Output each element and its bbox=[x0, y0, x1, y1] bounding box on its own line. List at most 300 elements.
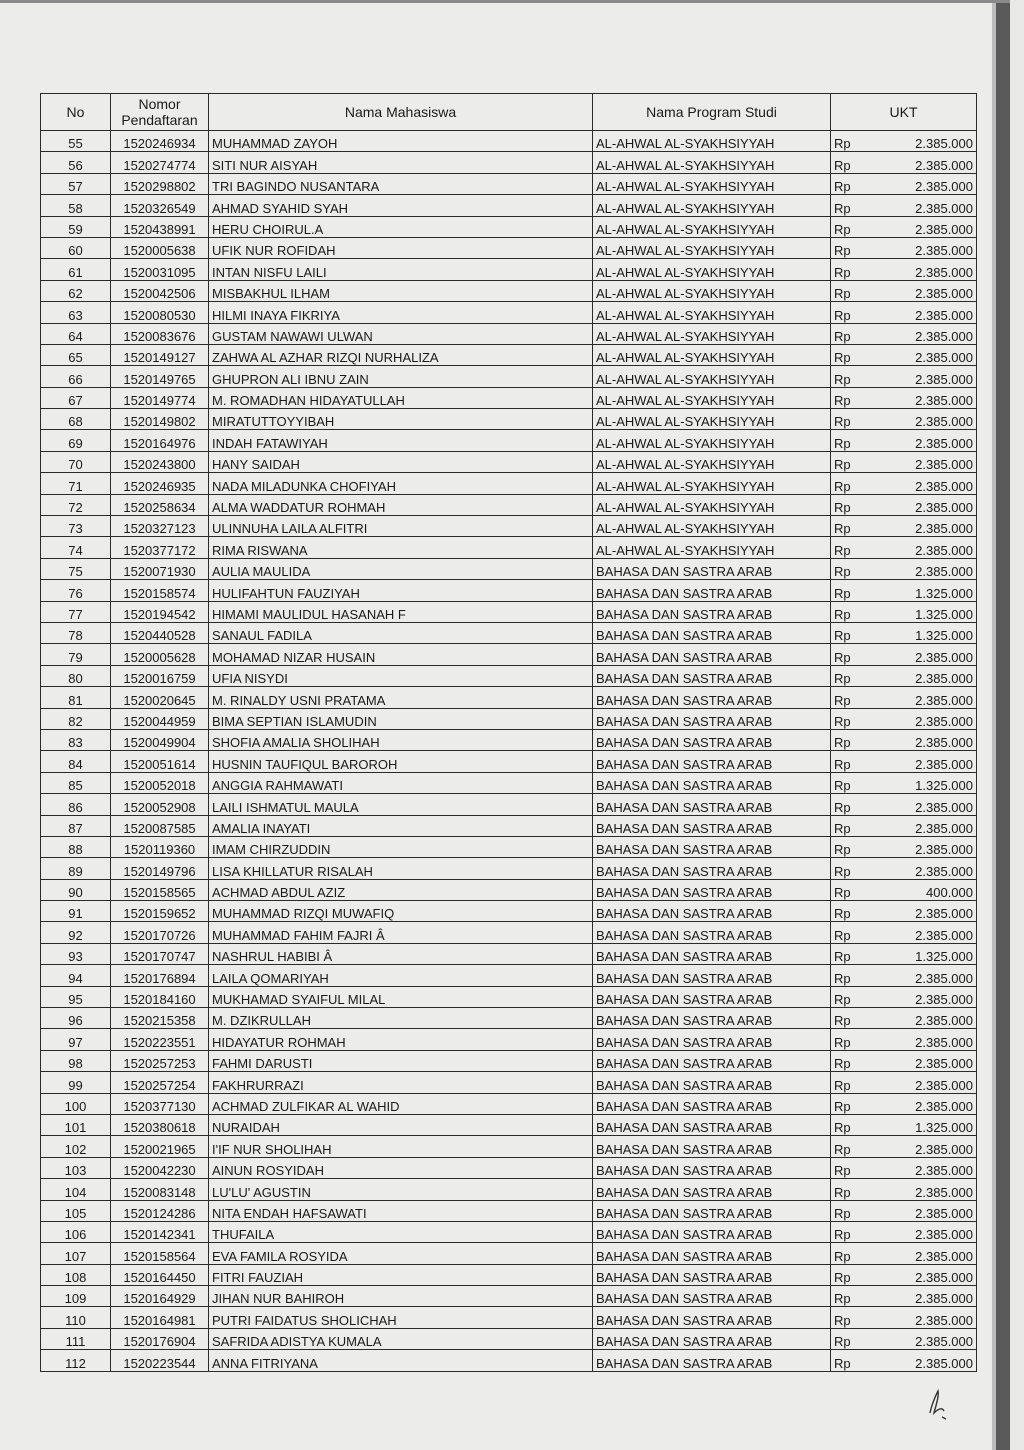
row-nomor-pendaftaran: 1520149774 bbox=[111, 387, 209, 408]
table-row bbox=[41, 986, 977, 1007]
table-row bbox=[41, 901, 977, 922]
row-no: 60 bbox=[41, 237, 111, 258]
row-program-studi: AL-AHWAL AL-SYAKHSIYYAH bbox=[593, 344, 831, 365]
table-row bbox=[41, 943, 977, 964]
row-nomor-pendaftaran: 1520243800 bbox=[111, 451, 209, 472]
row-nama-mahasiswa: SHOFIA AMALIA SHOLIHAH bbox=[209, 729, 593, 750]
table-row bbox=[41, 237, 977, 258]
row-ukt-amount: 2.385.000 bbox=[861, 1243, 977, 1264]
row-no: 105 bbox=[41, 1200, 111, 1221]
row-nomor-pendaftaran: 1520016759 bbox=[111, 665, 209, 686]
row-program-studi: BAHASA DAN SASTRA ARAB bbox=[593, 986, 831, 1007]
row-program-studi: BAHASA DAN SASTRA ARAB bbox=[593, 815, 831, 836]
row-ukt-amount: 2.385.000 bbox=[861, 729, 977, 750]
row-program-studi: BAHASA DAN SASTRA ARAB bbox=[593, 558, 831, 579]
table-row bbox=[41, 387, 977, 408]
row-program-studi: BAHASA DAN SASTRA ARAB bbox=[593, 1179, 831, 1200]
row-nomor-pendaftaran: 1520119360 bbox=[111, 836, 209, 857]
row-currency: Rp bbox=[831, 1029, 861, 1050]
row-program-studi: BAHASA DAN SASTRA ARAB bbox=[593, 965, 831, 986]
row-program-studi: BAHASA DAN SASTRA ARAB bbox=[593, 901, 831, 922]
row-program-studi: BAHASA DAN SASTRA ARAB bbox=[593, 1221, 831, 1242]
row-no: 69 bbox=[41, 430, 111, 451]
table-row bbox=[41, 1093, 977, 1114]
row-nama-mahasiswa: MUHAMMAD FAHIM FAJRI Â bbox=[209, 922, 593, 943]
row-nomor-pendaftaran: 1520246935 bbox=[111, 473, 209, 494]
row-nama-mahasiswa: NURAIDAH bbox=[209, 1114, 593, 1135]
row-no: 81 bbox=[41, 687, 111, 708]
row-ukt-amount: 2.385.000 bbox=[861, 494, 977, 515]
row-nama-mahasiswa: BIMA SEPTIAN ISLAMUDIN bbox=[209, 708, 593, 729]
row-ukt-amount: 2.385.000 bbox=[861, 1328, 977, 1349]
row-no: 84 bbox=[41, 751, 111, 772]
row-program-studi: BAHASA DAN SASTRA ARAB bbox=[593, 879, 831, 900]
table-row bbox=[41, 601, 977, 622]
header-nama-program-studi: Nama Program Studi bbox=[593, 94, 831, 131]
table-row bbox=[41, 1136, 977, 1157]
row-currency: Rp bbox=[831, 836, 861, 857]
row-no: 74 bbox=[41, 537, 111, 558]
row-ukt-amount: 2.385.000 bbox=[861, 237, 977, 258]
row-ukt-amount: 2.385.000 bbox=[861, 537, 977, 558]
row-nomor-pendaftaran: 1520164450 bbox=[111, 1264, 209, 1285]
row-nama-mahasiswa: MUHAMMAD ZAYOH bbox=[209, 131, 593, 152]
row-currency: Rp bbox=[831, 622, 861, 643]
row-nama-mahasiswa: ACHMAD ABDUL AZIZ bbox=[209, 879, 593, 900]
header-nomor-pendaftaran bbox=[111, 94, 209, 131]
row-no: 55 bbox=[41, 131, 111, 152]
row-nomor-pendaftaran: 1520020645 bbox=[111, 687, 209, 708]
row-currency: Rp bbox=[831, 1350, 861, 1371]
row-program-studi: AL-AHWAL AL-SYAKHSIYYAH bbox=[593, 430, 831, 451]
row-no: 88 bbox=[41, 836, 111, 857]
row-currency: Rp bbox=[831, 665, 861, 686]
row-nomor-pendaftaran: 1520246934 bbox=[111, 131, 209, 152]
row-currency: Rp bbox=[831, 601, 861, 622]
row-no: 111 bbox=[41, 1328, 111, 1349]
row-ukt-amount: 2.385.000 bbox=[861, 131, 977, 152]
row-ukt-amount: 2.385.000 bbox=[861, 173, 977, 194]
row-nama-mahasiswa: RIMA RISWANA bbox=[209, 537, 593, 558]
row-nomor-pendaftaran: 1520049904 bbox=[111, 729, 209, 750]
row-no: 78 bbox=[41, 622, 111, 643]
row-no: 101 bbox=[41, 1114, 111, 1135]
row-currency: Rp bbox=[831, 131, 861, 152]
row-nama-mahasiswa: FAKHRURRAZI bbox=[209, 1072, 593, 1093]
table-row bbox=[41, 879, 977, 900]
table-row bbox=[41, 1221, 977, 1242]
row-program-studi: BAHASA DAN SASTRA ARAB bbox=[593, 687, 831, 708]
row-program-studi: BAHASA DAN SASTRA ARAB bbox=[593, 601, 831, 622]
row-no: 102 bbox=[41, 1136, 111, 1157]
table-row bbox=[41, 794, 977, 815]
row-nama-mahasiswa: THUFAILA bbox=[209, 1221, 593, 1242]
row-nomor-pendaftaran: 1520257254 bbox=[111, 1072, 209, 1093]
row-program-studi: AL-AHWAL AL-SYAKHSIYYAH bbox=[593, 473, 831, 494]
table-row bbox=[41, 687, 977, 708]
row-currency: Rp bbox=[831, 409, 861, 430]
row-ukt-amount: 2.385.000 bbox=[861, 901, 977, 922]
row-no: 67 bbox=[41, 387, 111, 408]
row-currency: Rp bbox=[831, 302, 861, 323]
signature-mark bbox=[922, 1383, 952, 1423]
row-nama-mahasiswa: MIRATUTTOYYIBAH bbox=[209, 409, 593, 430]
row-program-studi: AL-AHWAL AL-SYAKHSIYYAH bbox=[593, 302, 831, 323]
row-nama-mahasiswa: NADA MILADUNKA CHOFIYAH bbox=[209, 473, 593, 494]
row-ukt-amount: 2.385.000 bbox=[861, 430, 977, 451]
row-program-studi: AL-AHWAL AL-SYAKHSIYYAH bbox=[593, 494, 831, 515]
table-row bbox=[41, 751, 977, 772]
table-row bbox=[41, 1157, 977, 1178]
row-nomor-pendaftaran: 1520194542 bbox=[111, 601, 209, 622]
row-currency: Rp bbox=[831, 943, 861, 964]
row-currency: Rp bbox=[831, 687, 861, 708]
student-ukt-table bbox=[40, 93, 977, 1372]
row-ukt-amount: 1.325.000 bbox=[861, 622, 977, 643]
row-nomor-pendaftaran: 1520158565 bbox=[111, 879, 209, 900]
table-row bbox=[41, 131, 977, 152]
row-nomor-pendaftaran: 1520158574 bbox=[111, 580, 209, 601]
row-nama-mahasiswa: IMAM CHIRZUDDIN bbox=[209, 836, 593, 857]
row-ukt-amount: 2.385.000 bbox=[861, 1029, 977, 1050]
row-no: 85 bbox=[41, 772, 111, 793]
row-program-studi: AL-AHWAL AL-SYAKHSIYYAH bbox=[593, 216, 831, 237]
row-no: 107 bbox=[41, 1243, 111, 1264]
row-nomor-pendaftaran: 1520005628 bbox=[111, 644, 209, 665]
row-program-studi: BAHASA DAN SASTRA ARAB bbox=[593, 708, 831, 729]
row-currency: Rp bbox=[831, 815, 861, 836]
row-nama-mahasiswa: ALMA WADDATUR ROHMAH bbox=[209, 494, 593, 515]
row-no: 80 bbox=[41, 665, 111, 686]
row-program-studi: AL-AHWAL AL-SYAKHSIYYAH bbox=[593, 409, 831, 430]
row-nomor-pendaftaran: 1520438991 bbox=[111, 216, 209, 237]
row-nomor-pendaftaran: 1520142341 bbox=[111, 1221, 209, 1242]
row-currency: Rp bbox=[831, 195, 861, 216]
row-no: 83 bbox=[41, 729, 111, 750]
row-no: 110 bbox=[41, 1307, 111, 1328]
row-program-studi: BAHASA DAN SASTRA ARAB bbox=[593, 1157, 831, 1178]
row-ukt-amount: 2.385.000 bbox=[861, 1136, 977, 1157]
row-nama-mahasiswa: FITRI FAUZIAH bbox=[209, 1264, 593, 1285]
table-row bbox=[41, 1072, 977, 1093]
row-currency: Rp bbox=[831, 1307, 861, 1328]
row-no: 109 bbox=[41, 1286, 111, 1307]
row-currency: Rp bbox=[831, 772, 861, 793]
row-no: 95 bbox=[41, 986, 111, 1007]
row-nama-mahasiswa: EVA FAMILA ROSYIDA bbox=[209, 1243, 593, 1264]
row-ukt-amount: 1.325.000 bbox=[861, 580, 977, 601]
row-nomor-pendaftaran: 1520176894 bbox=[111, 965, 209, 986]
row-no: 68 bbox=[41, 409, 111, 430]
row-ukt-amount: 2.385.000 bbox=[861, 366, 977, 387]
row-no: 93 bbox=[41, 943, 111, 964]
row-nomor-pendaftaran: 1520021965 bbox=[111, 1136, 209, 1157]
table-row bbox=[41, 708, 977, 729]
row-currency: Rp bbox=[831, 430, 861, 451]
row-currency: Rp bbox=[831, 451, 861, 472]
row-nomor-pendaftaran: 1520083148 bbox=[111, 1179, 209, 1200]
row-currency: Rp bbox=[831, 1264, 861, 1285]
row-ukt-amount: 2.385.000 bbox=[861, 1093, 977, 1114]
row-program-studi: BAHASA DAN SASTRA ARAB bbox=[593, 772, 831, 793]
row-ukt-amount: 2.385.000 bbox=[861, 323, 977, 344]
row-nomor-pendaftaran: 1520087585 bbox=[111, 815, 209, 836]
table-row bbox=[41, 1008, 977, 1029]
row-ukt-amount: 1.325.000 bbox=[861, 1114, 977, 1135]
row-ukt-amount: 2.385.000 bbox=[861, 1157, 977, 1178]
row-currency: Rp bbox=[831, 751, 861, 772]
row-ukt-amount: 2.385.000 bbox=[861, 1221, 977, 1242]
row-ukt-amount: 2.385.000 bbox=[861, 216, 977, 237]
table-row bbox=[41, 1200, 977, 1221]
row-nama-mahasiswa: LU'LU' AGUSTIN bbox=[209, 1179, 593, 1200]
row-currency: Rp bbox=[831, 516, 861, 537]
row-no: 57 bbox=[41, 173, 111, 194]
row-ukt-amount: 2.385.000 bbox=[861, 1008, 977, 1029]
row-program-studi: BAHASA DAN SASTRA ARAB bbox=[593, 1328, 831, 1349]
row-program-studi: BAHASA DAN SASTRA ARAB bbox=[593, 1350, 831, 1371]
row-program-studi: BAHASA DAN SASTRA ARAB bbox=[593, 1029, 831, 1050]
row-program-studi: BAHASA DAN SASTRA ARAB bbox=[593, 1136, 831, 1157]
table-row bbox=[41, 451, 977, 472]
row-no: 106 bbox=[41, 1221, 111, 1242]
table-row bbox=[41, 344, 977, 365]
row-nomor-pendaftaran: 1520083676 bbox=[111, 323, 209, 344]
table-row bbox=[41, 537, 977, 558]
row-nomor-pendaftaran: 1520258634 bbox=[111, 494, 209, 515]
row-nama-mahasiswa: ULINNUHA LAILA ALFITRI bbox=[209, 516, 593, 537]
row-currency: Rp bbox=[831, 1243, 861, 1264]
table-row bbox=[41, 1307, 977, 1328]
row-nomor-pendaftaran: 1520042230 bbox=[111, 1157, 209, 1178]
table-body bbox=[41, 131, 977, 1372]
row-nama-mahasiswa: SANAUL FADILA bbox=[209, 622, 593, 643]
row-ukt-amount: 2.385.000 bbox=[861, 1179, 977, 1200]
row-nama-mahasiswa: PUTRI FAIDATUS SHOLICHAH bbox=[209, 1307, 593, 1328]
header-nomor-line2: Pendaftaran bbox=[121, 112, 198, 128]
table-row bbox=[41, 366, 977, 387]
row-currency: Rp bbox=[831, 1221, 861, 1242]
row-program-studi: BAHASA DAN SASTRA ARAB bbox=[593, 729, 831, 750]
row-nomor-pendaftaran: 1520044959 bbox=[111, 708, 209, 729]
row-ukt-amount: 2.385.000 bbox=[861, 473, 977, 494]
row-program-studi: BAHASA DAN SASTRA ARAB bbox=[593, 1243, 831, 1264]
table-row bbox=[41, 815, 977, 836]
row-currency: Rp bbox=[831, 323, 861, 344]
row-nomor-pendaftaran: 1520164976 bbox=[111, 430, 209, 451]
row-no: 86 bbox=[41, 794, 111, 815]
row-nama-mahasiswa: MOHAMAD NIZAR HUSAIN bbox=[209, 644, 593, 665]
row-nama-mahasiswa: AMALIA INAYATI bbox=[209, 815, 593, 836]
row-ukt-amount: 2.385.000 bbox=[861, 1200, 977, 1221]
row-program-studi: AL-AHWAL AL-SYAKHSIYYAH bbox=[593, 323, 831, 344]
row-nama-mahasiswa: MUKHAMAD SYAIFUL MILAL bbox=[209, 986, 593, 1007]
header-nomor-line1: Nomor bbox=[138, 96, 181, 112]
row-nama-mahasiswa: HIMAMI MAULIDUL HASANAH F bbox=[209, 601, 593, 622]
row-nama-mahasiswa: MUHAMMAD RIZQI MUWAFIQ bbox=[209, 901, 593, 922]
row-no: 65 bbox=[41, 344, 111, 365]
table-row bbox=[41, 302, 977, 323]
row-no: 64 bbox=[41, 323, 111, 344]
row-nama-mahasiswa: MISBAKHUL ILHAM bbox=[209, 280, 593, 301]
table-row bbox=[41, 922, 977, 943]
table-row bbox=[41, 216, 977, 237]
row-program-studi: BAHASA DAN SASTRA ARAB bbox=[593, 1093, 831, 1114]
row-no: 58 bbox=[41, 195, 111, 216]
row-program-studi: BAHASA DAN SASTRA ARAB bbox=[593, 665, 831, 686]
row-nomor-pendaftaran: 1520149127 bbox=[111, 344, 209, 365]
row-nomor-pendaftaran: 1520159652 bbox=[111, 901, 209, 922]
row-program-studi: BAHASA DAN SASTRA ARAB bbox=[593, 644, 831, 665]
header-ukt: UKT bbox=[831, 94, 977, 131]
row-nama-mahasiswa: HERU CHOIRUL.A bbox=[209, 216, 593, 237]
row-nama-mahasiswa: SAFRIDA ADISTYA KUMALA bbox=[209, 1328, 593, 1349]
row-ukt-amount: 2.385.000 bbox=[861, 259, 977, 280]
row-nomor-pendaftaran: 1520377172 bbox=[111, 537, 209, 558]
row-program-studi: AL-AHWAL AL-SYAKHSIYYAH bbox=[593, 516, 831, 537]
row-currency: Rp bbox=[831, 1114, 861, 1135]
row-currency: Rp bbox=[831, 494, 861, 515]
row-currency: Rp bbox=[831, 794, 861, 815]
row-ukt-amount: 2.385.000 bbox=[861, 152, 977, 173]
row-currency: Rp bbox=[831, 922, 861, 943]
row-program-studi: BAHASA DAN SASTRA ARAB bbox=[593, 1307, 831, 1328]
row-nama-mahasiswa: UFIA NISYDI bbox=[209, 665, 593, 686]
row-program-studi: AL-AHWAL AL-SYAKHSIYYAH bbox=[593, 131, 831, 152]
table-row bbox=[41, 516, 977, 537]
row-program-studi: AL-AHWAL AL-SYAKHSIYYAH bbox=[593, 280, 831, 301]
row-currency: Rp bbox=[831, 152, 861, 173]
row-nama-mahasiswa: UFIK NUR ROFIDAH bbox=[209, 237, 593, 258]
row-nomor-pendaftaran: 1520158564 bbox=[111, 1243, 209, 1264]
row-currency: Rp bbox=[831, 216, 861, 237]
row-ukt-amount: 2.385.000 bbox=[861, 1350, 977, 1371]
table-row bbox=[41, 494, 977, 515]
table-row bbox=[41, 580, 977, 601]
row-nomor-pendaftaran: 1520149802 bbox=[111, 409, 209, 430]
table-row bbox=[41, 1264, 977, 1285]
row-program-studi: AL-AHWAL AL-SYAKHSIYYAH bbox=[593, 366, 831, 387]
table-row bbox=[41, 430, 977, 451]
row-nama-mahasiswa: AHMAD SYAHID SYAH bbox=[209, 195, 593, 216]
row-currency: Rp bbox=[831, 473, 861, 494]
row-ukt-amount: 1.325.000 bbox=[861, 943, 977, 964]
row-currency: Rp bbox=[831, 729, 861, 750]
row-no: 63 bbox=[41, 302, 111, 323]
row-ukt-amount: 2.385.000 bbox=[861, 815, 977, 836]
row-nomor-pendaftaran: 1520170747 bbox=[111, 943, 209, 964]
row-ukt-amount: 2.385.000 bbox=[861, 558, 977, 579]
row-nama-mahasiswa: FAHMI DARUSTI bbox=[209, 1050, 593, 1071]
row-no: 90 bbox=[41, 879, 111, 900]
row-ukt-amount: 400.000 bbox=[861, 879, 977, 900]
table-row bbox=[41, 280, 977, 301]
row-no: 100 bbox=[41, 1093, 111, 1114]
row-nama-mahasiswa: HULIFAHTUN FAUZIYAH bbox=[209, 580, 593, 601]
row-program-studi: BAHASA DAN SASTRA ARAB bbox=[593, 922, 831, 943]
row-nomor-pendaftaran: 1520170726 bbox=[111, 922, 209, 943]
row-nama-mahasiswa: HILMI INAYA FIKRIYA bbox=[209, 302, 593, 323]
table-row bbox=[41, 152, 977, 173]
row-nama-mahasiswa: ACHMAD ZULFIKAR AL WAHID bbox=[209, 1093, 593, 1114]
row-nama-mahasiswa: HIDAYATUR ROHMAH bbox=[209, 1029, 593, 1050]
row-nomor-pendaftaran: 1520380618 bbox=[111, 1114, 209, 1135]
table-row bbox=[41, 1179, 977, 1200]
row-program-studi: AL-AHWAL AL-SYAKHSIYYAH bbox=[593, 451, 831, 472]
row-nama-mahasiswa: NASHRUL HABIBI Â bbox=[209, 943, 593, 964]
row-no: 79 bbox=[41, 644, 111, 665]
row-no: 66 bbox=[41, 366, 111, 387]
row-program-studi: AL-AHWAL AL-SYAKHSIYYAH bbox=[593, 537, 831, 558]
row-nomor-pendaftaran: 1520164929 bbox=[111, 1286, 209, 1307]
row-nama-mahasiswa: M. DZIKRULLAH bbox=[209, 1008, 593, 1029]
row-currency: Rp bbox=[831, 366, 861, 387]
row-no: 71 bbox=[41, 473, 111, 494]
table-header-row bbox=[41, 94, 977, 131]
table-row bbox=[41, 965, 977, 986]
row-nomor-pendaftaran: 1520052018 bbox=[111, 772, 209, 793]
row-no: 82 bbox=[41, 708, 111, 729]
table-row bbox=[41, 1029, 977, 1050]
row-nomor-pendaftaran: 1520124286 bbox=[111, 1200, 209, 1221]
row-nama-mahasiswa: LAILA QOMARIYAH bbox=[209, 965, 593, 986]
row-no: 92 bbox=[41, 922, 111, 943]
row-nama-mahasiswa: LAILI ISHMATUL MAULA bbox=[209, 794, 593, 815]
row-program-studi: BAHASA DAN SASTRA ARAB bbox=[593, 1008, 831, 1029]
row-no: 59 bbox=[41, 216, 111, 237]
row-ukt-amount: 2.385.000 bbox=[861, 965, 977, 986]
row-nomor-pendaftaran: 1520149765 bbox=[111, 366, 209, 387]
row-currency: Rp bbox=[831, 1200, 861, 1221]
row-currency: Rp bbox=[831, 1157, 861, 1178]
header-nama-mahasiswa: Nama Mahasiswa bbox=[209, 94, 593, 131]
row-no: 87 bbox=[41, 815, 111, 836]
row-program-studi: AL-AHWAL AL-SYAKHSIYYAH bbox=[593, 237, 831, 258]
row-nomor-pendaftaran: 1520184160 bbox=[111, 986, 209, 1007]
table-row bbox=[41, 665, 977, 686]
row-no: 56 bbox=[41, 152, 111, 173]
row-ukt-amount: 2.385.000 bbox=[861, 922, 977, 943]
row-nama-mahasiswa: I'IF NUR SHOLIHAH bbox=[209, 1136, 593, 1157]
row-no: 73 bbox=[41, 516, 111, 537]
row-no: 104 bbox=[41, 1179, 111, 1200]
row-nama-mahasiswa: HUSNIN TAUFIQUL BAROROH bbox=[209, 751, 593, 772]
row-nama-mahasiswa: SITI NUR AISYAH bbox=[209, 152, 593, 173]
row-program-studi: BAHASA DAN SASTRA ARAB bbox=[593, 794, 831, 815]
table-row bbox=[41, 259, 977, 280]
row-currency: Rp bbox=[831, 965, 861, 986]
row-no: 72 bbox=[41, 494, 111, 515]
row-program-studi: BAHASA DAN SASTRA ARAB bbox=[593, 1114, 831, 1135]
table-row bbox=[41, 1114, 977, 1135]
row-nama-mahasiswa: ANNA FITRIYANA bbox=[209, 1350, 593, 1371]
row-nomor-pendaftaran: 1520164981 bbox=[111, 1307, 209, 1328]
row-ukt-amount: 2.385.000 bbox=[861, 516, 977, 537]
row-ukt-amount: 2.385.000 bbox=[861, 451, 977, 472]
row-nama-mahasiswa: AULIA MAULIDA bbox=[209, 558, 593, 579]
table-row bbox=[41, 1050, 977, 1071]
row-nomor-pendaftaran: 1520326549 bbox=[111, 195, 209, 216]
row-program-studi: BAHASA DAN SASTRA ARAB bbox=[593, 943, 831, 964]
row-no: 70 bbox=[41, 451, 111, 472]
row-nomor-pendaftaran: 1520298802 bbox=[111, 173, 209, 194]
row-program-studi: BAHASA DAN SASTRA ARAB bbox=[593, 751, 831, 772]
row-ukt-amount: 2.385.000 bbox=[861, 387, 977, 408]
row-currency: Rp bbox=[831, 537, 861, 558]
row-no: 89 bbox=[41, 858, 111, 879]
row-currency: Rp bbox=[831, 259, 861, 280]
table-row bbox=[41, 558, 977, 579]
